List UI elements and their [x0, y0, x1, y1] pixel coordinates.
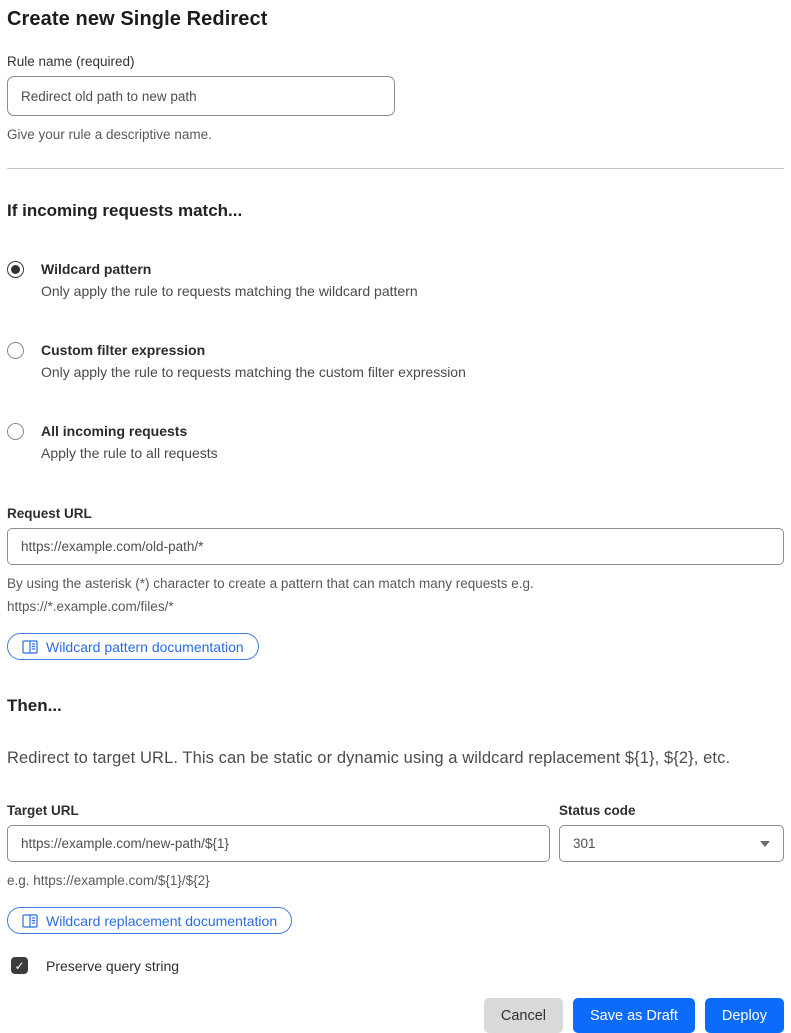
radio-description: Apply the rule to all requests — [41, 445, 218, 461]
match-section-heading: If incoming requests match... — [7, 201, 243, 220]
radio-description: Only apply the rule to requests matching the wildcard pattern — [41, 283, 418, 299]
target-url-label: Target URL — [7, 803, 79, 818]
target-url-field — [7, 803, 550, 892]
match-type-radio-group — [7, 259, 784, 465]
radio-label: All incoming requests — [41, 423, 188, 439]
radio-label: Wildcard pattern — [41, 261, 152, 277]
save-as-draft-button[interactable]: Save as Draft — [573, 998, 695, 1033]
radio-button-icon[interactable] — [7, 423, 24, 440]
then-description: Redirect to target URL. This can be static or dynamic using a wildcard replacement ${1}, ${2}, etc. — [7, 749, 731, 767]
cancel-button[interactable]: Cancel — [484, 998, 563, 1033]
wildcard-pattern-doc-button[interactable] — [7, 633, 259, 660]
then-section-heading: Then... — [7, 696, 62, 715]
status-code-value: 301 — [573, 836, 596, 851]
doc-button-label: Wildcard pattern documentation — [46, 638, 244, 655]
radio-description: Only apply the rule to requests matching the custom filter expression — [41, 364, 466, 380]
rule-name-label: Rule name (required) — [7, 54, 135, 69]
target-url-help: e.g. https://example.com/${1}/${2} — [7, 873, 210, 888]
request-url-field — [7, 506, 784, 660]
radio-option-custom-filter[interactable] — [7, 340, 784, 384]
preserve-query-checkbox[interactable] — [11, 957, 28, 974]
page-title: Create new Single Redirect — [7, 8, 268, 30]
status-code-field — [559, 803, 784, 892]
book-icon — [22, 640, 38, 654]
chevron-down-icon — [760, 841, 770, 847]
preserve-query-label: Preserve query string — [46, 957, 180, 974]
radio-option-all-requests[interactable] — [7, 421, 784, 465]
rule-name-help: Give your rule a descriptive name. — [7, 127, 212, 142]
rule-name-field — [7, 54, 784, 146]
deploy-button[interactable]: Deploy — [705, 998, 784, 1033]
status-code-select[interactable] — [559, 825, 784, 862]
request-url-help — [7, 572, 784, 618]
checkmark-icon: ✓ — [14, 958, 25, 973]
wildcard-replacement-doc-button[interactable] — [7, 907, 292, 934]
request-url-label: Request URL — [7, 506, 92, 521]
request-url-input[interactable] — [7, 528, 784, 565]
radio-option-wildcard-pattern[interactable] — [7, 259, 784, 303]
request-url-help-line2: https://*.example.com/files/* — [7, 599, 174, 614]
radio-button-icon[interactable] — [7, 261, 24, 278]
form-actions — [7, 998, 784, 1033]
doc-button-label: Wildcard replacement documentation — [46, 912, 278, 929]
status-code-label: Status code — [559, 803, 636, 818]
request-url-help-line1: By using the asterisk (*) character to create a pattern that can match many requests e.g. — [7, 576, 534, 591]
radio-button-icon[interactable] — [7, 342, 24, 359]
book-icon — [22, 914, 38, 928]
section-divider — [7, 168, 784, 169]
radio-label: Custom filter expression — [41, 342, 206, 358]
target-url-input[interactable] — [7, 825, 550, 862]
rule-name-input[interactable] — [7, 76, 395, 116]
